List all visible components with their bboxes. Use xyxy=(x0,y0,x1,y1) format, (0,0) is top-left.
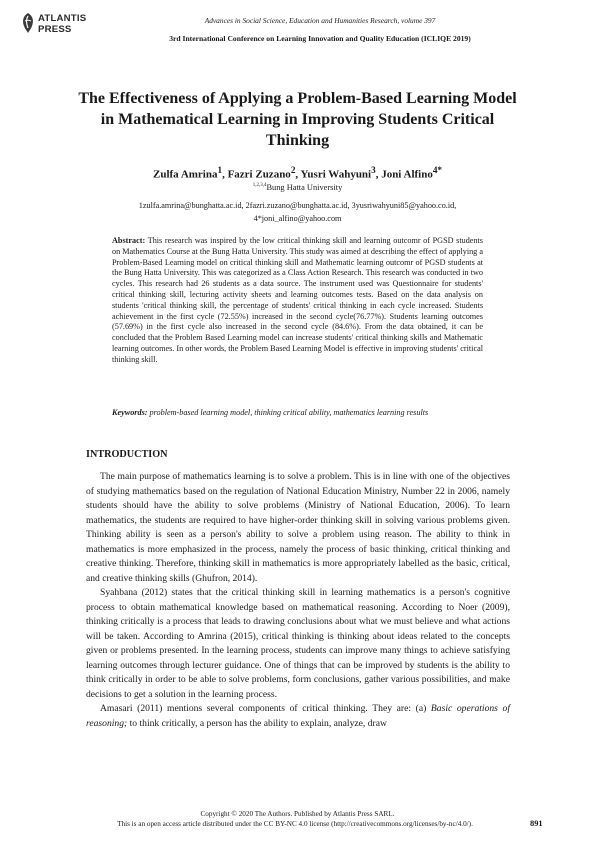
paper-title: The Effectiveness of Applying a Problem-Based Learning Model in Mathematical Learning in Improving Students Critical Thinking xyxy=(78,90,517,149)
email-line: 1zulfa.amrina@bunghatta.ac.id, 2fazri.zuzano@bunghatta.ac.id, 3yusriwahyuni85@yahoo.co.id, xyxy=(138,201,457,210)
author-list: Zulfa Amrina$^1$, Fazri Zuzano$^2$, Yusri Wahyuni$^3$, Joni Alfino$^{4*}$ xyxy=(153,165,442,181)
abstract xyxy=(112,236,483,366)
author-emails xyxy=(90,200,505,225)
abstract-text: This research was inspired by the low critical thinking skill and learning outcomr of PGSD students on Mathematics Course at the Bung Hatta University. This study was aimed at describing the effect of applying a Problem-Based Learning model on critical thinking skill and Mathematic learning outcomr of PGSD students at the Bung Hatta University. This was categorized as a Class Action Research. This research was conducted in two cycles. This research had 26 students as a data source. The instrument used was Questionnaire for students' critical thinking skill, lecturing activity sheets and learning outcomes tests. Based on the data analysis on students 'critical thinking skill, the percentage of students' critical thinking in each cycle increased. Students achievement in the first cycle (72.55%) increased in the second cycle(76.77%). Students learning outcomes (57.69%) in the first cycle also increased in the second cycle (84.6%). From the data obtained, it can be concluded that the Problem Based Learning model can increase students' critical thinking skills and Mathematic learning outcomes. In other words, the Problem Based Learning Model is effective in improving students' critical thinking skill. xyxy=(112,236,483,364)
abstract-label: Abstract: xyxy=(112,236,146,245)
journal-name: Advances in Social Science, Education and Humanities Research, volume 397 xyxy=(204,16,436,25)
atlantis-globe-icon xyxy=(20,12,36,34)
license-notice: This is an open access article distributed under the CC BY-NC 4.0 license (http://creativecommons.org/licenses/by-nc/4.0/). xyxy=(117,820,473,828)
affiliation-name: Bung Hatta University xyxy=(266,183,343,192)
keywords-text: problem-based learning model, thinking critical ability, mathematics learning results xyxy=(149,408,429,417)
paragraph-emphasis: Basic operations of reasoning; xyxy=(86,703,510,729)
author-name: Zulfa Amrina xyxy=(153,168,218,181)
author-mark: 3 xyxy=(371,165,376,175)
affiliation xyxy=(80,183,515,192)
author-mark: 1 xyxy=(217,165,223,175)
author-name: Yusri Wahyuni xyxy=(300,168,372,181)
copyright-notice: Copyright © 2020 The Authors. Published by Atlantis Press SARL. xyxy=(200,810,395,818)
affiliation-marks: 1,2,3,4 xyxy=(252,183,267,189)
paragraph: Syahbana (2012) states that the critical thinking skill in learning mathematics is a person's cognitive process to obtain mathematical knowledge based on mathematical reasoning. According to Noer (2009), thinking critically is a process that leads to drawing conclusions about what we must believe and what actions will be taken. According to Amrina (2015), critical thinking is thinking about ideas related to the concepts given or problems presented. In the learning process, students can improve many things to achieve satisfying learning outcomes through lecturer guidance. One of things that can be improved by students is the ability to think critically in order to be able to solve problems, form conclusions, gather various possibilities, and make decisions to get a solution in the learning process. xyxy=(86,587,510,700)
email-line: 4*joni_alfino@yahoo.com xyxy=(253,213,342,223)
paragraph: The main purpose of mathematics learning is to solve a problem. This is in line with one of the objectives of studying mathematics based on the regulation of National Education Ministry, Number 22 in 2006, namely students should have the ability to solve problems (Ministry of National Education, 2006). To learn mathematics, the students are required to have higher-order thinking skill in solving various problems given. Thinking ability is seen as a person's ability to solve a problem using reason. The ability to think in mathematics is more emphasized in the process, namely the process of basic thinking, critical thinking and creative thinking. Therefore, thinking skill in mathematics is more appropriately labelled as the basic, critical, and creative thinking skills (Ghufron, 2014). xyxy=(86,471,510,584)
paragraph-text: to think critically, a person has the ability to explain, analyze, draw xyxy=(127,717,387,729)
page-number: 891 xyxy=(530,819,543,828)
publisher-name xyxy=(38,13,86,35)
paragraph-text: Amasari (2011) mentions several components of critical thinking. They are: (a) xyxy=(100,703,431,714)
author-name: Joni Alfino xyxy=(381,168,433,181)
publisher-logo xyxy=(20,12,110,42)
logo-line-1: ATLANTIS xyxy=(38,13,87,24)
paragraph xyxy=(86,702,510,731)
author-name: Fazri Zuzano xyxy=(227,168,291,181)
logo-line-2: PRESS xyxy=(38,24,72,35)
conference-name: 3rd International Conference on Learning Innovation and Quality Education (ICLIQE 2019) xyxy=(169,34,471,43)
section-heading: INTRODUCTION xyxy=(86,449,168,460)
keywords xyxy=(112,408,483,419)
author-mark: 2 xyxy=(290,165,296,175)
keywords-label: Keywords: xyxy=(112,408,148,417)
author-mark: 4* xyxy=(432,165,442,175)
body-text xyxy=(86,470,510,731)
